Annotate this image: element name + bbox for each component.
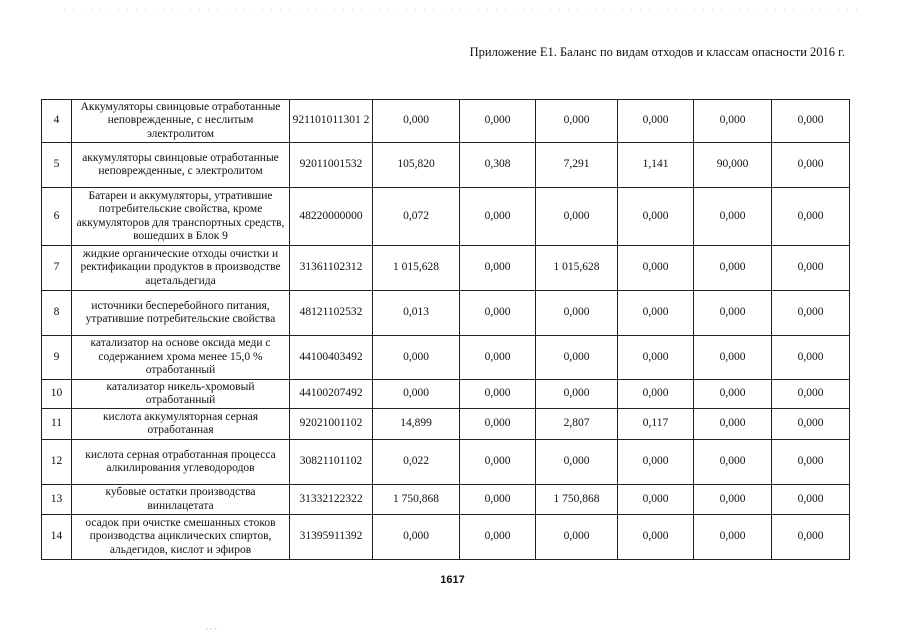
value-cell: 0,000 [772,246,850,291]
waste-name: Батареи и аккумуляторы, утратившие потребительские свойства, кроме аккумуляторов для транспортных средств, вошедших в Блок 9 [72,188,290,246]
table-row [42,188,850,246]
document-title: Приложение Е1. Баланс по видам отходов и классам опасности 2016 г. [469,45,845,59]
value-cell: 105,820 [373,143,460,188]
waste-code: 31332122322 [290,485,373,515]
value-cell: 1 015,628 [536,246,618,291]
value-cell: 1 750,868 [373,485,460,515]
value-cell: 0,000 [460,515,536,560]
value-cell: 0,000 [373,100,460,143]
value-cell: 0,000 [694,380,772,409]
value-cell: 0,000 [772,409,850,440]
table-row [42,246,850,291]
row-number: 13 [42,485,72,515]
table-row [42,291,850,336]
table-row [42,100,850,143]
value-cell: 0,000 [460,100,536,143]
value-cell: 0,000 [536,515,618,560]
waste-name: источники бесперебойного питания, утратившие потребительские свойства [72,291,290,336]
value-cell: 0,000 [618,336,694,380]
waste-code: 921101011301 2 [290,100,373,143]
value-cell: 0,000 [694,336,772,380]
value-cell: 0,000 [772,100,850,143]
waste-code: 48121102532 [290,291,373,336]
value-cell: 0,000 [772,485,850,515]
waste-name: кислота серная отработанная процесса алкилирования углеводородов [72,440,290,485]
value-cell: 0,000 [618,440,694,485]
value-cell: 0,000 [460,336,536,380]
waste-name: осадок при очистке смешанных стоков производства ациклических спиртов, альдегидов, кислот и эфиров [72,515,290,560]
value-cell: 14,899 [373,409,460,440]
row-number: 4 [42,100,72,143]
waste-code: 30821101102 [290,440,373,485]
waste-code: 92021001102 [290,409,373,440]
value-cell: 0,000 [373,380,460,409]
value-cell: 0,000 [536,336,618,380]
value-cell: 0,000 [536,440,618,485]
value-cell: 0,072 [373,188,460,246]
value-cell: 0,000 [772,336,850,380]
value-cell: 0,000 [460,188,536,246]
value-cell: 1,141 [618,143,694,188]
row-number: 14 [42,515,72,560]
waste-code: 44100403492 [290,336,373,380]
value-cell: 0,000 [772,515,850,560]
scan-noise-bottom [205,628,219,630]
waste-name: катализатор на основе оксида меди с содержанием хрома менее 15,0 % отработанный [72,336,290,380]
value-cell: 1 015,628 [373,246,460,291]
value-cell: 0,000 [460,409,536,440]
waste-code: 31361102312 [290,246,373,291]
value-cell: 0,000 [772,291,850,336]
waste-balance-table [41,99,850,560]
value-cell: 0,000 [772,440,850,485]
value-cell: 0,000 [536,188,618,246]
value-cell: 7,291 [536,143,618,188]
value-cell: 0,000 [694,409,772,440]
row-number: 11 [42,409,72,440]
value-cell: 0,000 [618,246,694,291]
table-row [42,515,850,560]
value-cell: 0,000 [618,380,694,409]
value-cell: 1 750,868 [536,485,618,515]
value-cell: 0,000 [694,485,772,515]
value-cell: 0,000 [694,100,772,143]
value-cell: 0,000 [772,188,850,246]
value-cell: 0,308 [460,143,536,188]
waste-code: 31395911392 [290,515,373,560]
value-cell: 0,000 [772,143,850,188]
scan-noise-top [60,8,860,10]
table-row [42,380,850,409]
value-cell: 0,013 [373,291,460,336]
value-cell: 0,000 [460,485,536,515]
table-row [42,336,850,380]
row-number: 12 [42,440,72,485]
value-cell: 0,117 [618,409,694,440]
waste-name: кубовые остатки производства винилацетата [72,485,290,515]
value-cell: 0,000 [460,246,536,291]
waste-name: аккумуляторы свинцовые отработанные неповрежденные, с электролитом [72,143,290,188]
value-cell: 0,000 [618,188,694,246]
value-cell: 0,000 [772,380,850,409]
value-cell: 0,022 [373,440,460,485]
value-cell: 0,000 [694,440,772,485]
waste-name: катализатор никель-хромовый отработанный [72,380,290,409]
value-cell: 0,000 [536,291,618,336]
waste-name: кислота аккумуляторная серная отработанная [72,409,290,440]
value-cell: 0,000 [536,100,618,143]
value-cell: 0,000 [536,380,618,409]
waste-name: Аккумуляторы свинцовые отработанные неповрежденные, с неслитым электролитом [72,100,290,143]
value-cell: 2,807 [536,409,618,440]
waste-code: 44100207492 [290,380,373,409]
waste-code: 92011001532 [290,143,373,188]
row-number: 6 [42,188,72,246]
value-cell: 0,000 [618,291,694,336]
value-cell: 0,000 [460,291,536,336]
table-row [42,143,850,188]
value-cell: 0,000 [373,515,460,560]
value-cell: 0,000 [460,440,536,485]
table-row [42,485,850,515]
row-number: 7 [42,246,72,291]
value-cell: 0,000 [694,291,772,336]
row-number: 9 [42,336,72,380]
row-number: 5 [42,143,72,188]
value-cell: 0,000 [694,515,772,560]
value-cell: 0,000 [618,515,694,560]
value-cell: 90,000 [694,143,772,188]
row-number: 10 [42,380,72,409]
table-row [42,440,850,485]
row-number: 8 [42,291,72,336]
value-cell: 0,000 [618,485,694,515]
waste-code: 48220000000 [290,188,373,246]
value-cell: 0,000 [460,380,536,409]
value-cell: 0,000 [618,100,694,143]
waste-name: жидкие органические отходы очистки и ректификации продуктов в производстве ацетальдегида [72,246,290,291]
value-cell: 0,000 [694,246,772,291]
page-number: 1617 [440,574,465,586]
value-cell: 0,000 [373,336,460,380]
value-cell: 0,000 [694,188,772,246]
table-row [42,409,850,440]
